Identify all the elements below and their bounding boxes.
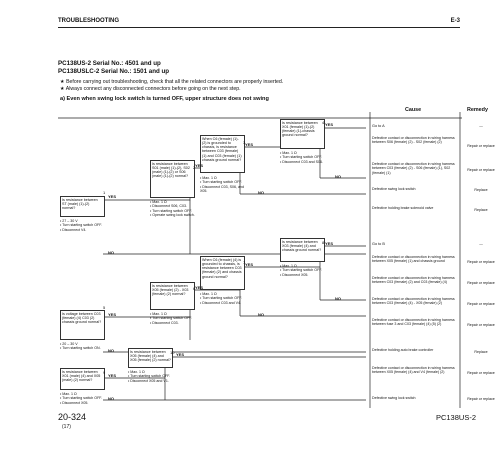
cause-8: Defective contact or disconnection in wiring harness between fuse 3 and C03 (female) (4) (5) (2)	[372, 318, 455, 327]
model-line-2: PC138USLC-2 Serial No.: 1501 and up	[58, 68, 170, 75]
remedy-repair: Repair or replace	[467, 302, 495, 306]
note-8: • 20 – 30 V • Turn starting switch ON.	[60, 342, 101, 351]
step-number-3: 3	[243, 140, 246, 145]
cause-9: Defective holding auto brake controller	[372, 348, 434, 352]
step-number-5: 5	[103, 305, 106, 310]
note-9: • Max. 1 Ω • Turn starting switch OFF. • Disconnect X05 and V1.	[128, 370, 171, 383]
note-1: • 27 – 30 V • Turn starting switch OFF. • Disconnect V4.	[60, 219, 102, 232]
remedy-repair: Repair or replace	[467, 371, 495, 375]
yes-label: YES	[108, 373, 117, 378]
cause-3: Defective swing lock switch	[372, 187, 416, 191]
bullet-2: ★ Always connect any disconnected connectors before going on the next step.	[60, 86, 241, 92]
note-5: • Max. 1 Ω • Turn starting switch OFF. • Disconnect C03.	[150, 312, 193, 325]
no-label: NO	[258, 312, 264, 317]
check-box-1: Is resistance between ST (male) (1)-(2) normal?	[60, 196, 105, 217]
remedy-repair: Repair or replace	[467, 323, 495, 327]
step-number-10: 10	[170, 350, 175, 355]
no-label: NO	[335, 174, 341, 179]
remedy-column-header: Remedy	[467, 107, 488, 113]
remedy-repair: Repair or replace	[467, 260, 495, 264]
remedy-repair: Repair or replace	[467, 397, 495, 401]
yes-label: YES	[195, 285, 204, 290]
no-label: NO	[108, 250, 114, 255]
header-title: TROUBLESHOOTING	[58, 18, 119, 24]
cause-7: Defective contact or disconnection in wiring harness between C03 (female) (4) - X05 (female) (2)	[372, 297, 455, 306]
step-number-8: 8	[322, 240, 325, 245]
step-number-7: 7	[243, 260, 246, 265]
page-number: 20-324	[58, 412, 87, 422]
no-label: NO	[335, 296, 341, 301]
yes-label: YES	[245, 142, 254, 147]
no-label: NO	[108, 396, 114, 401]
remedy-repair: Repair or replace	[467, 168, 495, 172]
no-label: NO	[258, 190, 264, 195]
yes-label: YES	[325, 122, 334, 127]
bullet-1: ★ Before carrying out troubleshooting, check that all the related connectors are properly inserted.	[60, 79, 284, 85]
header-code: E-3	[450, 18, 460, 24]
yes-label: YES	[176, 352, 185, 357]
note-4: • Max. 1 Ω • Turn starting switch OFF. • Disconnect C03 and S06.	[280, 151, 324, 164]
yes-label: YES	[108, 312, 117, 317]
remedy-replace: Replace	[474, 208, 488, 212]
check-box-2: Is resistance between S01 (male) (1)-(2), S02 (male) (1)-(2) or S06 (male) (1)-(2) normal?	[150, 160, 195, 198]
note-2: • Max. 1 Ω • Disconnect S06, C03. • Turn starting switch OFF. • Operate swing lock switch.	[150, 200, 195, 217]
cause-6: Defective contact or disconnection in wiring harness between C03 (female) (2) and C03 (female) (4)	[372, 276, 455, 285]
check-box-6: Is resistance between X05 (female) (2) - X03 (female) (2) normal?	[150, 282, 195, 310]
no-label: NO	[108, 348, 114, 353]
goto-b: Go to B	[372, 242, 385, 246]
remedy-dash: —	[479, 242, 483, 246]
step-number-1: 1	[103, 190, 106, 195]
model-line-1: PC138US-2 Serial No.: 4501 and up	[58, 60, 161, 67]
page-subnumber: (17)	[62, 424, 71, 430]
cause-1: Defective contact or disconnection in wiring harness between S06 (female) (2) - S02 (female) (2)	[372, 136, 455, 145]
step-number-6: 6	[193, 286, 196, 291]
remedy-repair: Repair or replace	[467, 281, 495, 285]
yes-label: YES	[245, 262, 254, 267]
step-number-4: 4	[322, 120, 325, 125]
step-number-9: 9	[103, 370, 106, 375]
yes-label: YES	[325, 241, 334, 246]
check-box-3: When C6 (female) (1)-(2) is grounded to chassis, is resistance between C03 (female) (1) and C03 (female) (1) chassis ground normal?	[200, 135, 245, 173]
goto-a: Go to A	[372, 124, 385, 128]
note-6: • Max. 1 Ω • Turn starting switch OFF. • Disconnect X05.	[280, 264, 323, 277]
cause-2: Defective contact or disconnection in wiring harness between C03 (female) (2) - S06 (female) (1), S02 (female) (1)	[372, 162, 455, 175]
cause-11: Defective swing lock switch	[372, 396, 416, 400]
yes-label: YES	[195, 163, 204, 168]
cause-10: Defective contact or disconnection in wiring harness between X05 (female) (4) and V4 (female) (2)	[372, 366, 455, 375]
section-title: a) Even when swing lock switch is turned OFF, upper structure does not swing	[60, 96, 269, 102]
cause-4: Defective holding brake solenoid valve	[372, 206, 434, 210]
check-box-7: When C6 (female) (4) is grounded to chassis, is resistance between C03 (female) (2) and chassis ground normal?	[200, 256, 245, 290]
footer-model: PC138US-2	[435, 413, 476, 422]
cause-column-header: Cause	[405, 107, 422, 113]
check-box-10: Is resistance between X05 (female) (4) and X05 (female) (2) normal?	[128, 348, 173, 368]
remedy-repair: Repair or replace	[467, 144, 495, 148]
note-7: • Max. 1 Ω • Turn starting switch OFF. • Disconnect C03 and V4.	[200, 292, 243, 305]
remedy-replace: Replace	[474, 350, 488, 354]
check-box-8: Is resistance between X03 (female) (4) and chassis ground normal?	[280, 238, 325, 262]
remedy-dash: —	[479, 124, 483, 128]
note-3: • Max. 1 Ω • Turn starting switch OFF. • Disconnect C03, S06, and X05.	[200, 176, 245, 193]
remedy-replace: Replace	[474, 188, 488, 192]
cause-5: Defective contact or disconnection in wiring harness between X05 (female) (1) and chassis ground	[372, 255, 455, 264]
yes-label: YES	[108, 194, 117, 199]
check-box-5: Is voltage between C03 (female) (4) C03 (2) chassis ground normal?	[60, 310, 105, 340]
check-box-4: Is resistance between X01 (female) (1)-(2) (female) (1)-chassis ground normal?	[280, 119, 325, 149]
step-number-2: 2	[193, 165, 196, 170]
check-box-9: Is resistance between X01 (male) (4) and X05 (male) (2) normal?	[60, 368, 105, 390]
note-10: • Max. 1 Ω • Turn starting switch OFF. • Disconnect X05.	[60, 392, 103, 405]
